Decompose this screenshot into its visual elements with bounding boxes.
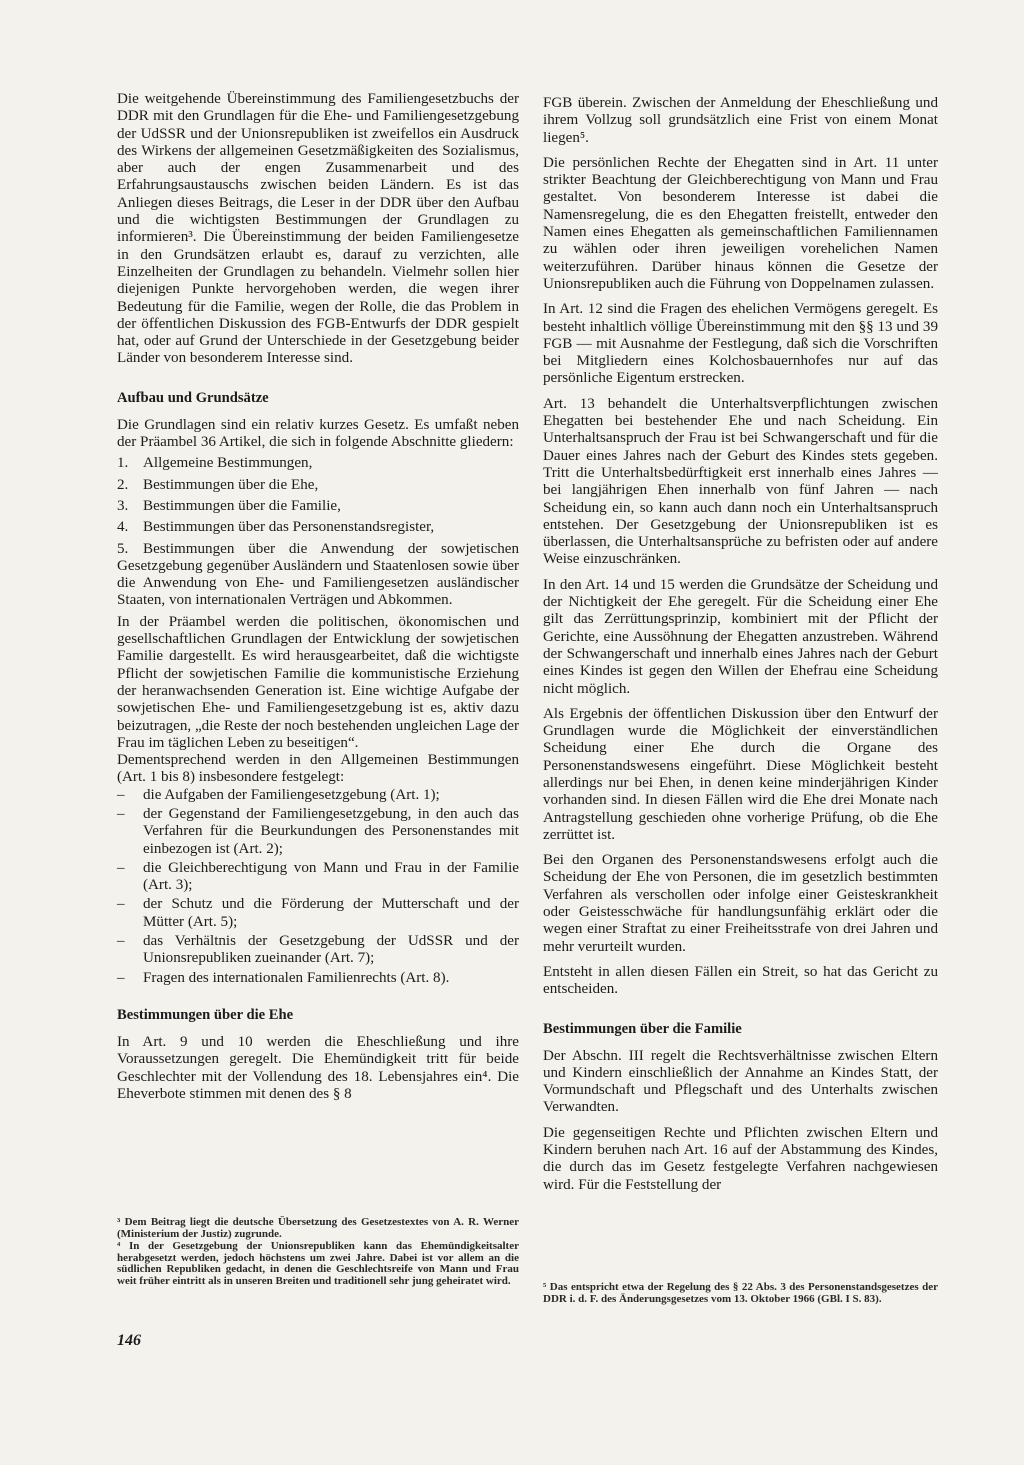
paragraph-vermoegen: In Art. 12 sind die Fragen des ehelichen Vermögens geregelt. Es besteht inhaltlich völlige Übereinstimmung mit den §§ 13 und 39 FGB — mit Ausnahme der Festlegung, daß sich die Vorschriften bei Mitgliedern eines Kolchosbauernhofes nur auf das persönliche Eigentum erstrecken.: [543, 301, 938, 387]
list-item: – Fragen des internationalen Familienrechts (Art. 8).: [117, 969, 450, 986]
list-item: 5. Bestimmungen über die Anwendung der sowjetischen Gesetzgebung gegenüber Ausländern und Staatenlosen sowie über die Anwendung von Ehe- und Familiengesetzen ausländischer Staaten, von internationalen Verträgen und Abkommen.: [117, 540, 519, 609]
heading-aufbau: Aufbau und Grundsätze: [117, 389, 269, 406]
paragraph-fgb: FGB überein. Zwischen der Anmeldung der Eheschließung und ihrem Vollzug soll grundsätzlich eine Frist von einem Monat liegen⁵.: [543, 95, 938, 146]
list-item: – der Schutz und die Förderung der Mutterschaft und der Mütter (Art. 5);: [117, 896, 519, 930]
list-item: 4. Bestimmungen über das Personenstandsregister,: [117, 519, 435, 536]
paragraph-unterhalt: Art. 13 behandelt die Unterhaltsverpflichtungen zwischen Ehegatten bei bestehender Ehe und nach Scheidung. Ein Unterhaltsanspruch der Frau ist bei Schwangerschaft und für die Dauer eines Jahres nach der Geburt des Kindes stets gegeben. Tritt die Unterhaltsbedürftigkeit erst innerhalb eines Jahres — bei langjährigen Ehen innerhalb von fünf Jahren — nach Scheidung ein, so kann auch dann noch ein Unterhaltsanspruch entstehen. Der Gesetzgebung der Unionsrepubliken ist es überlassen, die Unterhaltsansprüche zu befristen oder auf andere Weise einzuschränken.: [543, 395, 938, 568]
footnote-4: ⁴ In der Gesetzgebung der Unionsrepubliken kann das Ehemündigkeitsalter herabgesetzt werden, jedoch höchstens um zwei Jahre. Dabei ist vor allem an die südlichen Republiken gedacht, in denen die Geschlechtsreife von Mann und Frau weit früher eintritt als in unseren Breiten und traditionell sehr jung geheiratet wird.: [117, 1240, 519, 1287]
paragraph-personenstand: Bei den Organen des Personenstandswesens erfolgt auch die Scheidung der Ehe von Personen, die im gesetzlich bestimmten Verfahren als verschollen oder infolge einer Geisteskrankheit oder Geistesschwäche für handlungsunfähig erklärt oder die wegen einer Straftat zu einer Freiheitsstrafe von drei Jahren und mehr verurteilt wurden.: [543, 852, 938, 955]
footnote-3: ³ Dem Beitrag liegt die deutsche Übersetzung des Gesetzestextes von A. R. Werner (Ministerium der Justiz) zugrunde.: [117, 1216, 519, 1240]
list-item: – das Verhältnis der Gesetzgebung der UdSSR und der Unionsrepubliken zueinander (Art. 7);: [117, 933, 519, 967]
right-column: [543, 95, 938, 1194]
dash-list: [117, 787, 519, 987]
paragraph-abschn-iii: Der Abschn. III regelt die Rechtsverhältnisse zwischen Eltern und Kindern einschließlich der Annahme an Kindes Statt, der Vormundschaft und Pflegschaft und des Unterhalts zwischen Verwandten.: [543, 1047, 938, 1116]
list-item: – der Gegenstand der Familiengesetzgebung, in den auch das Verfahren für die Beurkundungen des Personenstandes mit einbezogen ist (Art. 2);: [117, 805, 519, 857]
paragraph-streit: Entsteht in allen diesen Fällen ein Streit, so hat das Gericht zu entscheiden.: [543, 963, 938, 998]
paragraph-abstammung: Die gegenseitigen Rechte und Pflichten zwischen Eltern und Kindern beruhen nach Art. 16 auf der Abstammung des Kindes, die durch das im Gesetz festgelegte Verfahren nachgewiesen wird. Für die Feststellung der: [543, 1124, 938, 1193]
paragraph-praeambel: In der Präambel werden die politischen, ökonomischen und gesellschaftlichen Grundlagen der Entwicklung der sowjetischen Familie dargestellt. Es wird herausgearbeitet, daß die wichtigste Pflicht der sowjetischen Familie die kommunistische Erziehung der heranwachsenden Generation ist. Eine wichtige Aufgabe der sowjetischen Ehe- und Familiengesetzgebung ist es, aktiv dazu beizutragen, „die Reste der noch bestehenden ungleichen Lage der Frau im täglichen Leben zu beseitigen“.: [117, 613, 519, 751]
footnotes-right: [543, 1282, 938, 1306]
heading-familie: Bestimmungen über die Familie: [543, 1020, 742, 1037]
paragraph-scheidung: In den Art. 14 und 15 werden die Grundsätze der Scheidung und der Nichtigkeit der Ehe geregelt. Für die Scheidung einer Ehe gilt das Zerrüttungsprinzip, kombiniert mit der Pflicht der Gerichte, eine Aussöhnung der Ehegatten anzustreben. Während der Schwangerschaft und innerhalb eines Jahres nach der Geburt eines Kindes ist gegen den Willen der Ehefrau eine Scheidung nicht möglich.: [543, 576, 938, 697]
paragraph-dementsprechend: Dementsprechend werden in den Allgemeinen Bestimmungen (Art. 1 bis 8) insbesondere festgelegt:: [117, 752, 519, 786]
list-item: 1. Allgemeine Bestimmungen,: [117, 455, 313, 472]
paragraph-diskussion: Als Ergebnis der öffentlichen Diskussion über den Entwurf der Grundlagen wurde die Möglichkeit der einverständlichen Scheidung einer Ehe durch die Organe des Personenstandswesens eingeführt. Diese Möglichkeit besteht allerdings nur bei Ehen, in denen keine minderjährigen Kinder vorhanden sind. In diesen Fällen wird die Ehe drei Monate nach Antragstellung geschieden ohne vorherige Prüfung, ob die Ehe zerrüttet ist.: [543, 705, 938, 843]
section-list: [117, 455, 519, 609]
paragraph-persoenliche-rechte: Die persönlichen Rechte der Ehegatten sind in Art. 11 unter strikter Beachtung der Gleichberechtigung von Mann und Frau gestaltet. Von besonderem Interesse ist dabei die Namensregelung, die es den Ehegatten freistellt, entweder den Namen eines Ehegatten als gemeinschaftlichen Familiennamen zu wählen oder ihren jeweiligen vorehelichen Namen weiterzuführen. Darüber hinaus können die Gesetze der Unionsrepubliken auch die Führung von Doppelnamen zulassen.: [543, 154, 938, 292]
footnotes-left: [117, 1217, 519, 1289]
list-item: – die Aufgaben der Familiengesetzgebung (Art. 1);: [117, 786, 440, 803]
page-number: 146: [117, 1332, 141, 1349]
paragraph-grundlagen: Die Grundlagen sind ein relativ kurzes Gesetz. Es umfaßt neben der Präambel 36 Artikel, die sich in folgende Abschnitte gliedern:: [117, 416, 519, 451]
heading-ehe: Bestimmungen über die Ehe: [117, 1006, 294, 1023]
list-item: – die Gleichberechtigung von Mann und Frau in der Familie (Art. 3);: [117, 859, 519, 894]
paragraph-eheschliessung: In Art. 9 und 10 werden die Eheschließung und ihre Voraussetzungen geregelt. Die Ehemündigkeit tritt für beide Geschlechter mit der Vollendung des 18. Lebensjahres ein⁴. Die Eheverbote stimmen mit denen des § 8: [117, 1033, 519, 1102]
footnote-5: ⁵ Das entspricht etwa der Regelung des § 22 Abs. 3 des Personenstandsgesetzes der DDR i. d. F. des Änderungsgesetzes vom 13. Oktober 1966 (GBl. I S. 83).: [543, 1281, 938, 1305]
left-column: [117, 91, 519, 1103]
list-item: 2. Bestimmungen über die Ehe,: [117, 476, 319, 493]
intro-paragraph: Die weitgehende Übereinstimmung des Familiengesetzbuchs der DDR mit den Grundlagen für die Ehe- und Familiengesetzgebung der UdSSR und der Unionsrepubliken ist zweifellos ein Ausdruck des Wirkens der allgemeinen Gesetzmäßigkeiten des Sozialismus, aber auch der engen Zusammenarbeit und des Erfahrungsaustauschs zwischen beiden Ländern. Es ist das Anliegen dieses Beitrags, die Leser in der DDR über den Aufbau und die wichtigsten Bestimmungen der Grundlagen zu informieren³. Die Übereinstimmung der beiden Familiengesetze in den Grundsätzen erlaubt es, darauf zu verzichten, alle Einzelheiten der Grundlagen zu behandeln. Vielmehr sollen hier diejenigen Punkte hervorgehoben werden, die wegen ihrer Bedeutung für die Familie, wegen der Rolle, die das Problem in der öffentlichen Diskussion des FGB-Entwurfs der DDR gespielt hat, oder auf Grund der Unterschiede in der Gesetzgebung beider Länder von besonderem Interesse sind.: [117, 91, 519, 367]
list-item: 3. Bestimmungen über die Familie,: [117, 497, 341, 514]
